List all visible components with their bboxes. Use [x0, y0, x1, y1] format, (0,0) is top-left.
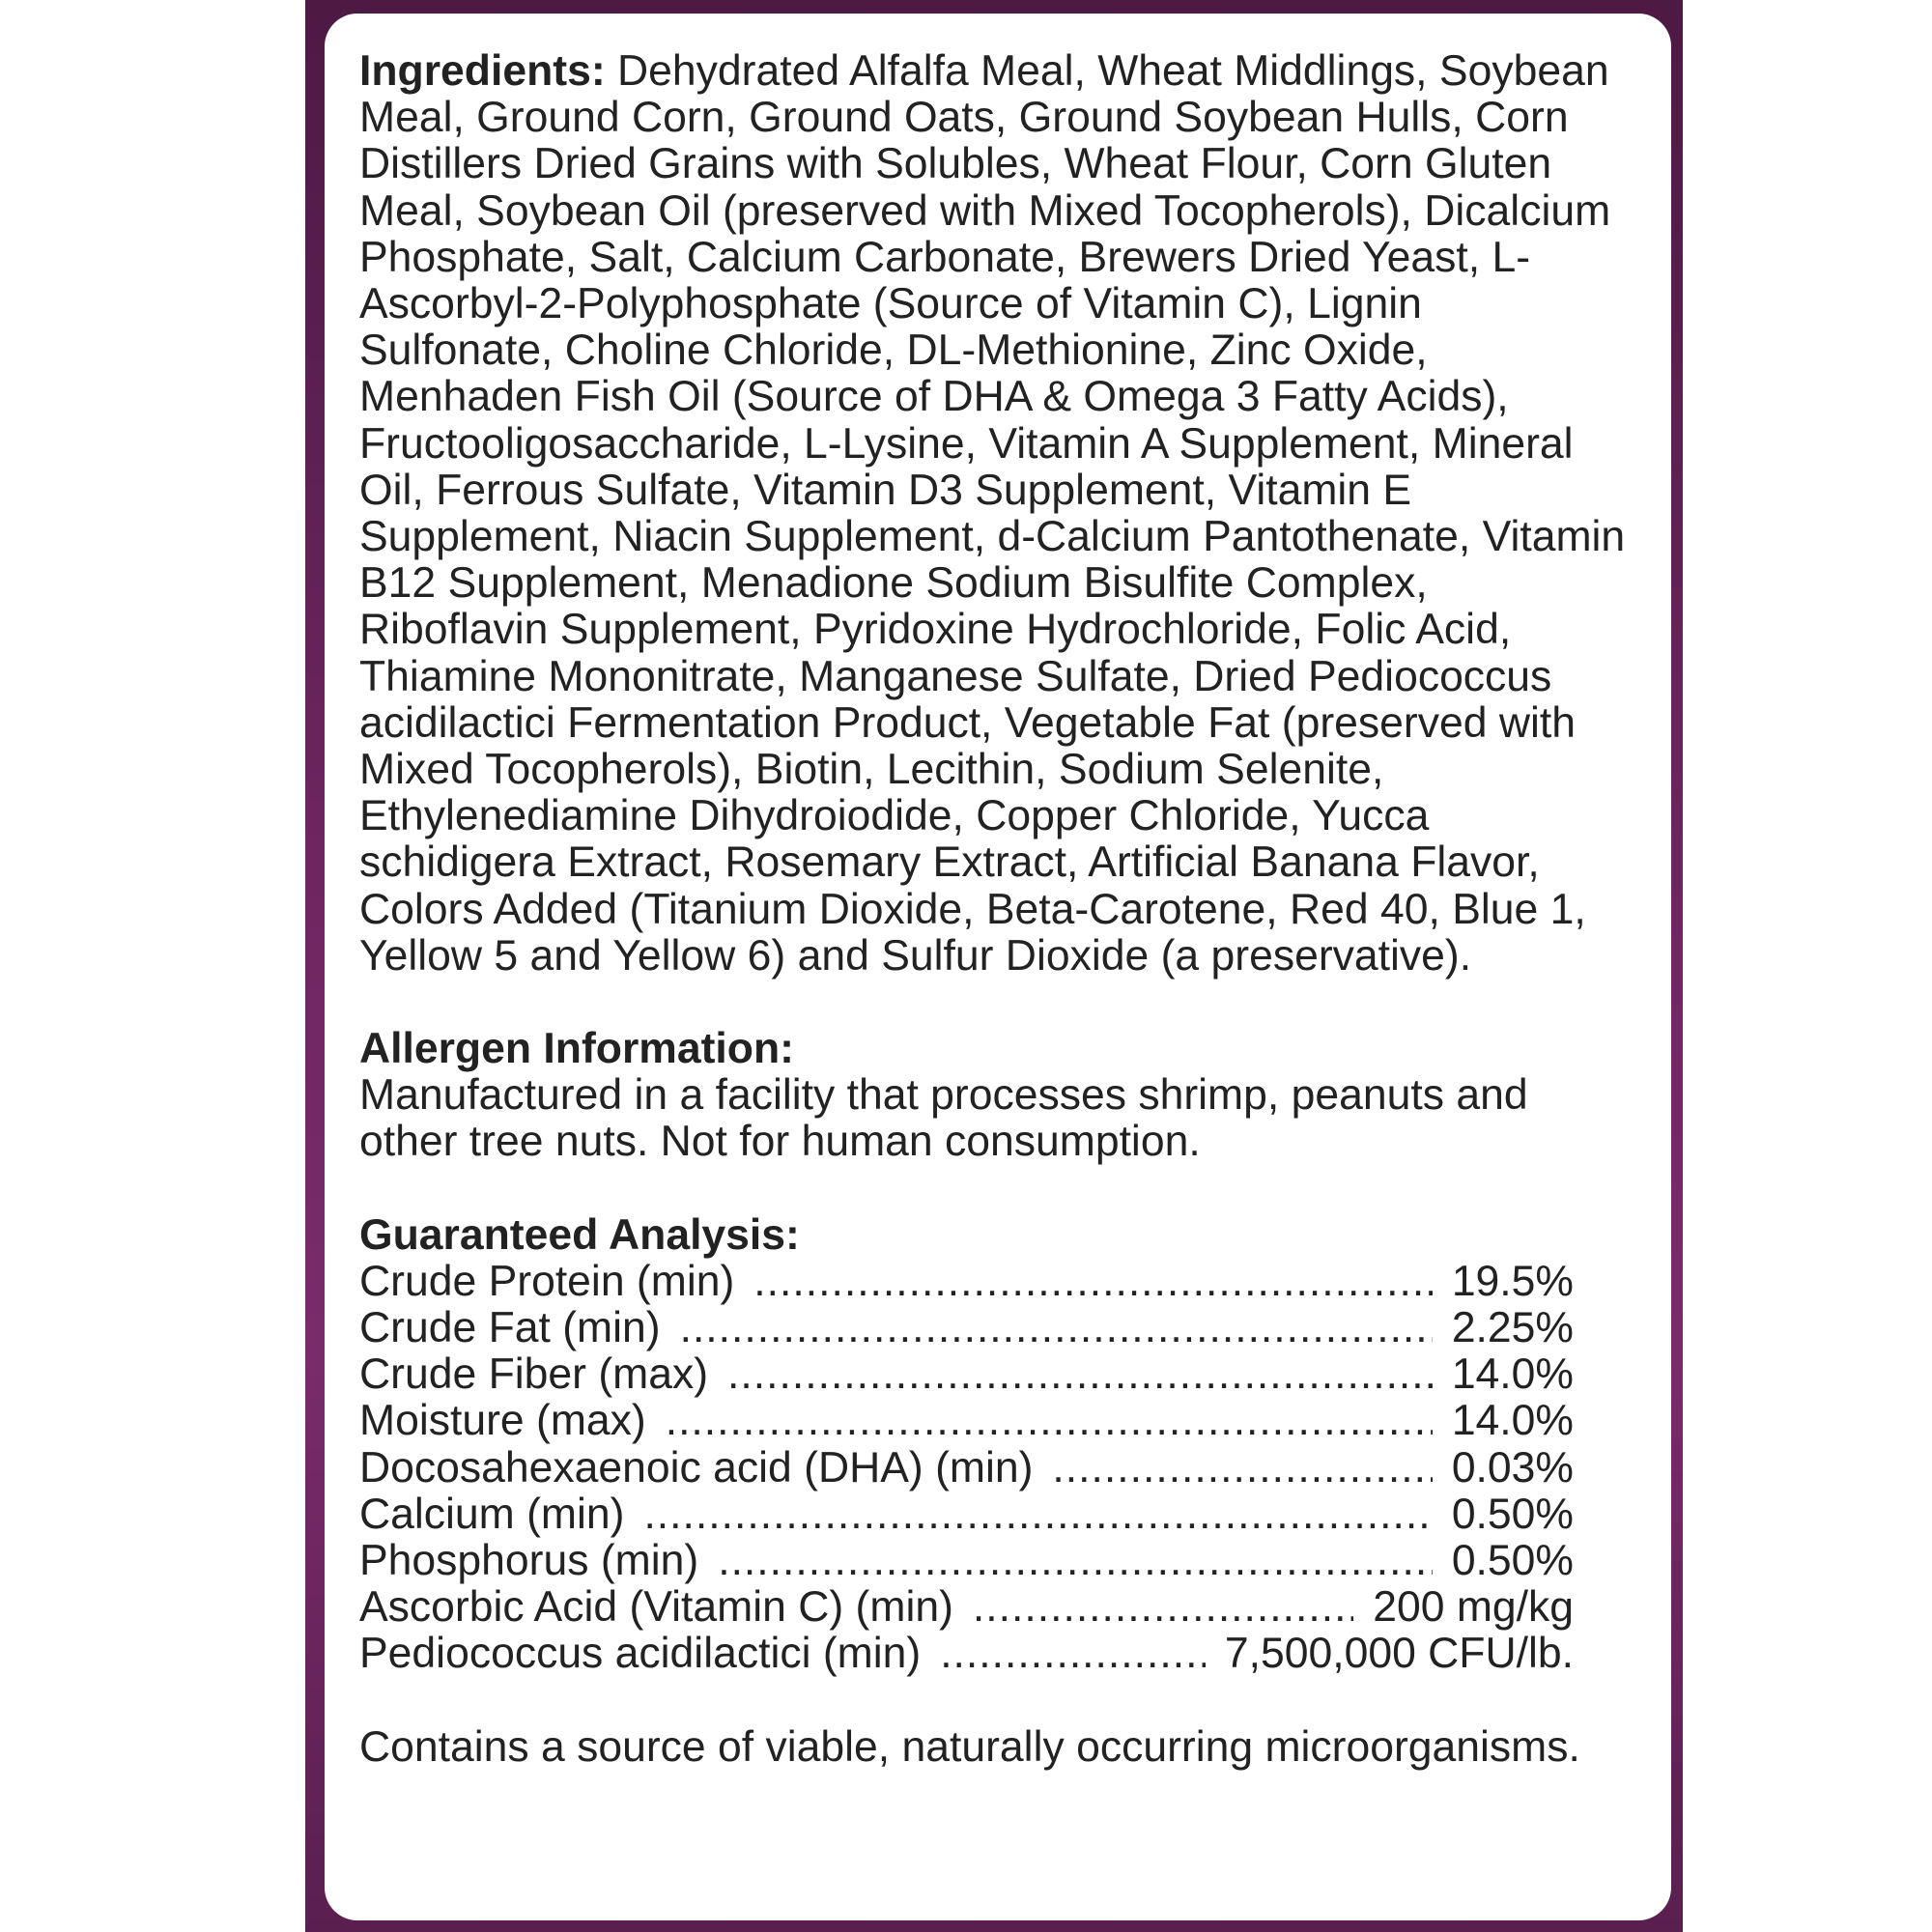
analysis-value: 14.0% — [1451, 1398, 1574, 1445]
analysis-value: 14.0% — [1451, 1351, 1574, 1399]
ingredients-text: Dehydrated Alfalfa Meal, Wheat Middlings, Soybean Meal, Ground Corn, Ground Oats, Ground Soybean Hulls, Corn Distillers Dried Grains with Solubles, Wheat Flour, Corn Gluten Meal, Soybean Oil (preserved with Mixed Tocopherols), Dicalcium Phosphate, Salt, Calcium Carbonate, Brewers Dried Yeast, L-Ascorbyl-2-Polyphosphate (Source of Vitamin C), Lignin Sulfonate, Choline Chloride, DL-Methionine, Zinc Oxide, Menhaden Fish Oil (Source of DHA & Omega 3 Fatty Acids), Fructooligosaccharide, L-Lysine, Vitamin A Supplement, Mineral Oil, Ferrous Sulfate, Vitamin D3 Supplement, Vitamin E Supplement, Niacin Supplement, d-Calcium Pantothenate, Vitamin B12 Supplement, Menadione Sodium Bisulfite Complex, Riboflavin Supplement, Pyridoxine Hydrochloride, Folic Acid, Thiamine Mononitrate, Manganese Sulfate, Dried Pediococcus acidilactici Fermentation Product, Vegetable Fat (preserved with Mixed Tocopherols), Biotin, Lecithin, Sodium Selenite, Ethylenediamine Dihydroiodide, Copper Chloride, Yucca schidigera Extract, Rosemary Extract, Artificial Banana Flavor, Colors Added (Titanium Dioxide, Beta-Carotene, Red 40, Blue 1, Yellow 5 and Yellow 6) and Sulfur Dioxide (a preservative). — [359, 47, 1626, 980]
analysis-value: 7,500,000 CFU/lb. — [1224, 1631, 1574, 1678]
analysis-row — [359, 1631, 1574, 1677]
label-panel — [325, 14, 1671, 1920]
analysis-label: Crude Protein (min) — [359, 1258, 735, 1305]
section-spacer — [359, 1166, 1627, 1212]
analysis-row — [359, 1305, 1574, 1351]
analysis-value: 0.50% — [1451, 1538, 1574, 1584]
analysis-row — [359, 1445, 1574, 1492]
section-spacer — [359, 980, 1627, 1026]
ingredients-paragraph — [359, 48, 1627, 980]
dot-leader — [666, 1398, 1433, 1444]
ingredients-heading: Ingredients: — [359, 47, 606, 95]
analysis-label: Pediococcus acidilactici (min) — [359, 1631, 922, 1678]
analysis-label: Crude Fiber (max) — [359, 1351, 709, 1399]
dot-leader — [718, 1538, 1433, 1584]
dot-leader — [973, 1584, 1353, 1631]
analysis-value: 200 mg/kg — [1373, 1584, 1574, 1632]
analysis-row — [359, 1398, 1574, 1444]
analysis-value: 0.03% — [1451, 1444, 1574, 1492]
analysis-row — [359, 1351, 1574, 1398]
analysis-row — [359, 1584, 1574, 1631]
allergen-text: Manufactured in a facility that processes shrimp, peanuts and other tree nuts. Not for human consumption. — [359, 1071, 1528, 1166]
dot-leader — [940, 1631, 1206, 1677]
analysis-label: Moisture (max) — [359, 1398, 646, 1445]
section-spacer — [359, 1678, 1627, 1724]
analysis-heading: Guaranteed Analysis: — [359, 1210, 800, 1259]
analysis-label: Calcium (min) — [359, 1491, 625, 1538]
analysis-row — [359, 1259, 1574, 1305]
footer-note: Contains a source of viable, naturally occurring microorganisms. — [359, 1722, 1580, 1771]
dot-leader — [727, 1351, 1433, 1398]
analysis-row — [359, 1538, 1574, 1584]
analysis-label: Phosphorus (min) — [359, 1538, 699, 1584]
analysis-value: 19.5% — [1451, 1258, 1574, 1305]
analysis-label: Ascorbic Acid (Vitamin C) (min) — [359, 1584, 953, 1632]
dot-leader — [680, 1305, 1433, 1351]
analysis-label: Crude Fat (min) — [359, 1305, 661, 1352]
analysis-label: Docosahexaenoic acid (DHA) (min) — [359, 1444, 1034, 1492]
analysis-value: 0.50% — [1451, 1491, 1574, 1538]
analysis-table — [359, 1259, 1627, 1678]
dot-leader — [1052, 1445, 1432, 1492]
allergen-heading: Allergen Information: — [359, 1025, 794, 1073]
dot-leader — [643, 1492, 1432, 1538]
analysis-row — [359, 1492, 1574, 1538]
dot-leader — [753, 1259, 1433, 1305]
analysis-value: 2.25% — [1451, 1305, 1574, 1352]
